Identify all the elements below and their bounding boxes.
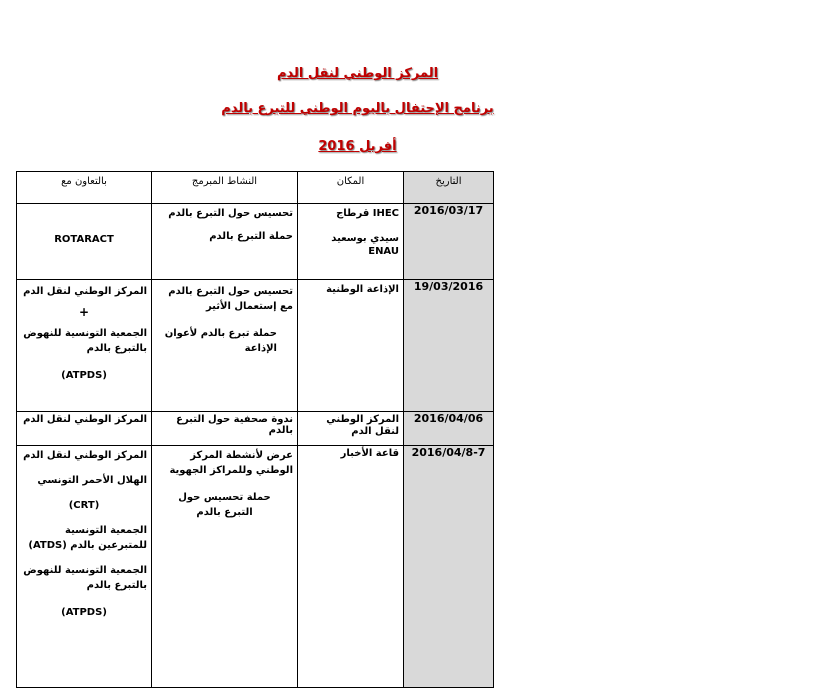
title-center-name: المركز الوطني لنقل الدم — [276, 66, 439, 81]
cell-date: 2016/03/17 — [404, 204, 494, 280]
partner-line: (CRT) — [68, 500, 100, 511]
cell-partner — [17, 446, 152, 688]
partner-line: (ATPDS) — [61, 370, 107, 381]
partner-line: المركز الوطني لنقل الدم — [23, 414, 147, 425]
place-line: الإذاعة الوطنية — [326, 284, 399, 295]
cell-partner — [17, 280, 152, 412]
header-partner: بالتعاون مع — [17, 172, 152, 204]
header-date: التاريخ — [404, 172, 494, 204]
title-program: برنامج الإحتفال باليوم الوطني للتبرع بالدم — [221, 101, 494, 116]
table-row — [17, 412, 494, 446]
partner-line: الجمعية التونسية للمتبرعين بالدم (ATDS) — [28, 525, 147, 551]
partner-line: الجمعية التونسية للنهوض بالتبرع بالدم — [23, 328, 147, 354]
place-line: المركز الوطني لنقل الدم — [326, 414, 399, 437]
place-line: سيدي بوسعيد — [331, 233, 399, 244]
partner-line: الهلال الأحمر التونسي — [37, 475, 147, 486]
cell-activity — [152, 204, 298, 280]
place-line: IHEC قرطاج — [336, 208, 399, 219]
partner-line: ROTARACT — [54, 234, 114, 245]
activity-line: تحسيس حول التبرع بالدم — [168, 208, 293, 219]
cell-place — [298, 280, 404, 412]
table-row — [17, 204, 494, 280]
activity-line: حملة تبرع بالدم لأعوان الإذاعة — [164, 328, 277, 354]
place-line: ENAU — [368, 246, 399, 257]
header-activity: النشاط المبرمج — [152, 172, 298, 204]
cell-place — [298, 446, 404, 688]
activity-line: حملة تحسيس حول التبرع بالدم — [178, 492, 271, 518]
activity-line: عرض لأنشطة المركز الوطني وللمراكز الجهوية — [169, 450, 293, 476]
header-place: المكان — [298, 172, 404, 204]
table-row — [17, 446, 494, 688]
activity-line: تحسيس حول التبرع بالدم مع إستعمال الأثير — [168, 286, 293, 312]
place-line: قاعة الأخبار — [340, 448, 399, 459]
cell-date: 2016/04/06 — [404, 412, 494, 446]
cell-partner — [17, 412, 152, 446]
cell-activity — [152, 446, 298, 688]
cell-date: 19/03/2016 — [404, 280, 494, 412]
schedule-table — [16, 171, 494, 688]
cell-place — [298, 204, 404, 280]
partner-line: + — [78, 305, 90, 319]
cell-partner — [17, 204, 152, 280]
partner-line: (ATPDS) — [61, 607, 107, 618]
partner-line: المركز الوطني لنقل الدم — [23, 286, 147, 297]
table-row — [17, 280, 494, 412]
activity-line: حملة التبرع بالدم — [209, 231, 293, 242]
cell-date: 2016/04/8-7 — [404, 446, 494, 688]
table-header-row — [17, 172, 494, 204]
partner-line: المركز الوطني لنقل الدم — [23, 450, 147, 461]
activity-line: ندوة صحفية حول التبرع بالدم — [176, 414, 293, 436]
partner-line: الجمعية التونسية للنهوض بالتبرع بالدم — [23, 565, 147, 591]
cell-activity — [152, 412, 298, 446]
title-date: أفريل 2016 — [318, 139, 397, 154]
cell-place — [298, 412, 404, 446]
cell-activity — [152, 280, 298, 412]
